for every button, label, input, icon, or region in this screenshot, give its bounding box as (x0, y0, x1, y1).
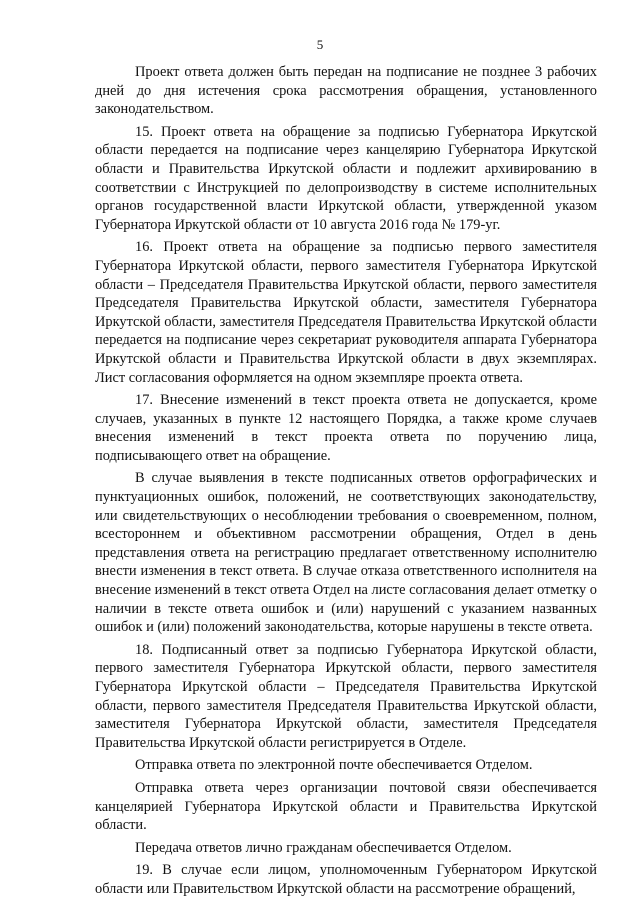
paragraph-17: 17. Внесение изменений в текст проекта ответа не допускается, кроме случаев, указанных в пункте 12 настоящего Порядка, а также кроме случаев внесения изменений в текст проекта ответа по поручению лица, подписывающего ответ на обращение. (95, 392, 597, 464)
paragraph-email-dispatch: Отправка ответа по электронной почте обеспечивается Отделом. (135, 757, 533, 774)
paragraph-15: 15. Проект ответа на обращение за подписью Губернатора Иркутской области передается на подписание через канцелярию Губернатора Иркутской области и Правительства Иркутской области и подлежит архивированию в соответствии с Инструкцией по делопроизводству в системе исполнительных органов государственной власти Иркутской области, утвержденной указом Губернатора Иркутской области от 10 августа 2016 года № 179-уг. (95, 123, 597, 233)
page-number: 5 (316, 37, 324, 52)
paragraph-answer-deadline: Проект ответа должен быть передан на подписание не позднее 3 рабочих дней до дня истечения срока рассмотрения обращения, установленного законодательством. (95, 64, 597, 118)
paragraph-postal-dispatch: Отправка ответа через организации почтовой связи обеспечивается канцелярией Губернатора Иркутской области и Правительства Иркутской области. (95, 779, 597, 834)
paragraph-16: 16. Проект ответа на обращение за подписью первого заместителя Губернатора Иркутской области, первого заместителя Губернатора Иркутской области – Председателя Правительства Иркутской области, первого заместителя Председателя Правительства Иркутской области, заместителя Губернатора Иркутской области, заместителя Председателя Правительства Иркутской области передается на подписание через секретариат руководителя аппарата Губернатора Иркутской области и Правительства Иркутской области в двух экземплярах. Лист согласования оформляется на одном экземпляре проекта ответа. (95, 239, 597, 386)
document-body (95, 63, 597, 899)
paragraph-personal-delivery: Передача ответов лично гражданам обеспечивается Отделом. (135, 839, 512, 856)
paragraph-18: 18. Подписанный ответ за подписью Губернатора Иркутской области, первого заместителя Губернатора Иркутской области, первого заместителя Губернатора Иркутской области – Председателя Правительства Иркутской области, первого заместителя Председателя Правительства Иркутской области, заместителя Губернатора Иркутской области, заместителя Председателя Правительства Иркутской области регистрируется в Отделе. (95, 641, 597, 751)
paragraph-19: 19. В случае если лицом, уполномоченным Губернатором Иркутской области или Правительством Иркутской области на рассмотрение обращений, (95, 862, 597, 897)
paragraph-errors-found: В случае выявления в тексте подписанных ответов орфографических и пунктуационных ошибок, положений, не соответствующих законодательству, или свидетельствующих о несоблюдении требования о своевременном, полном, всестороннем и объективном рассмотрении обращения, Отдел в день представления ответа на регистрацию предлагает ответственному исполнителю внести изменения в текст ответа. В случае отказа ответственного исполнителя на внесение изменений в текст ответа Отдел на листе согласования делает отметку о наличии в тексте ответа ошибок и (или) нарушений с указанием названных ошибок и (или) положений законодательства, которые нарушены в тексте ответа. (95, 470, 597, 636)
